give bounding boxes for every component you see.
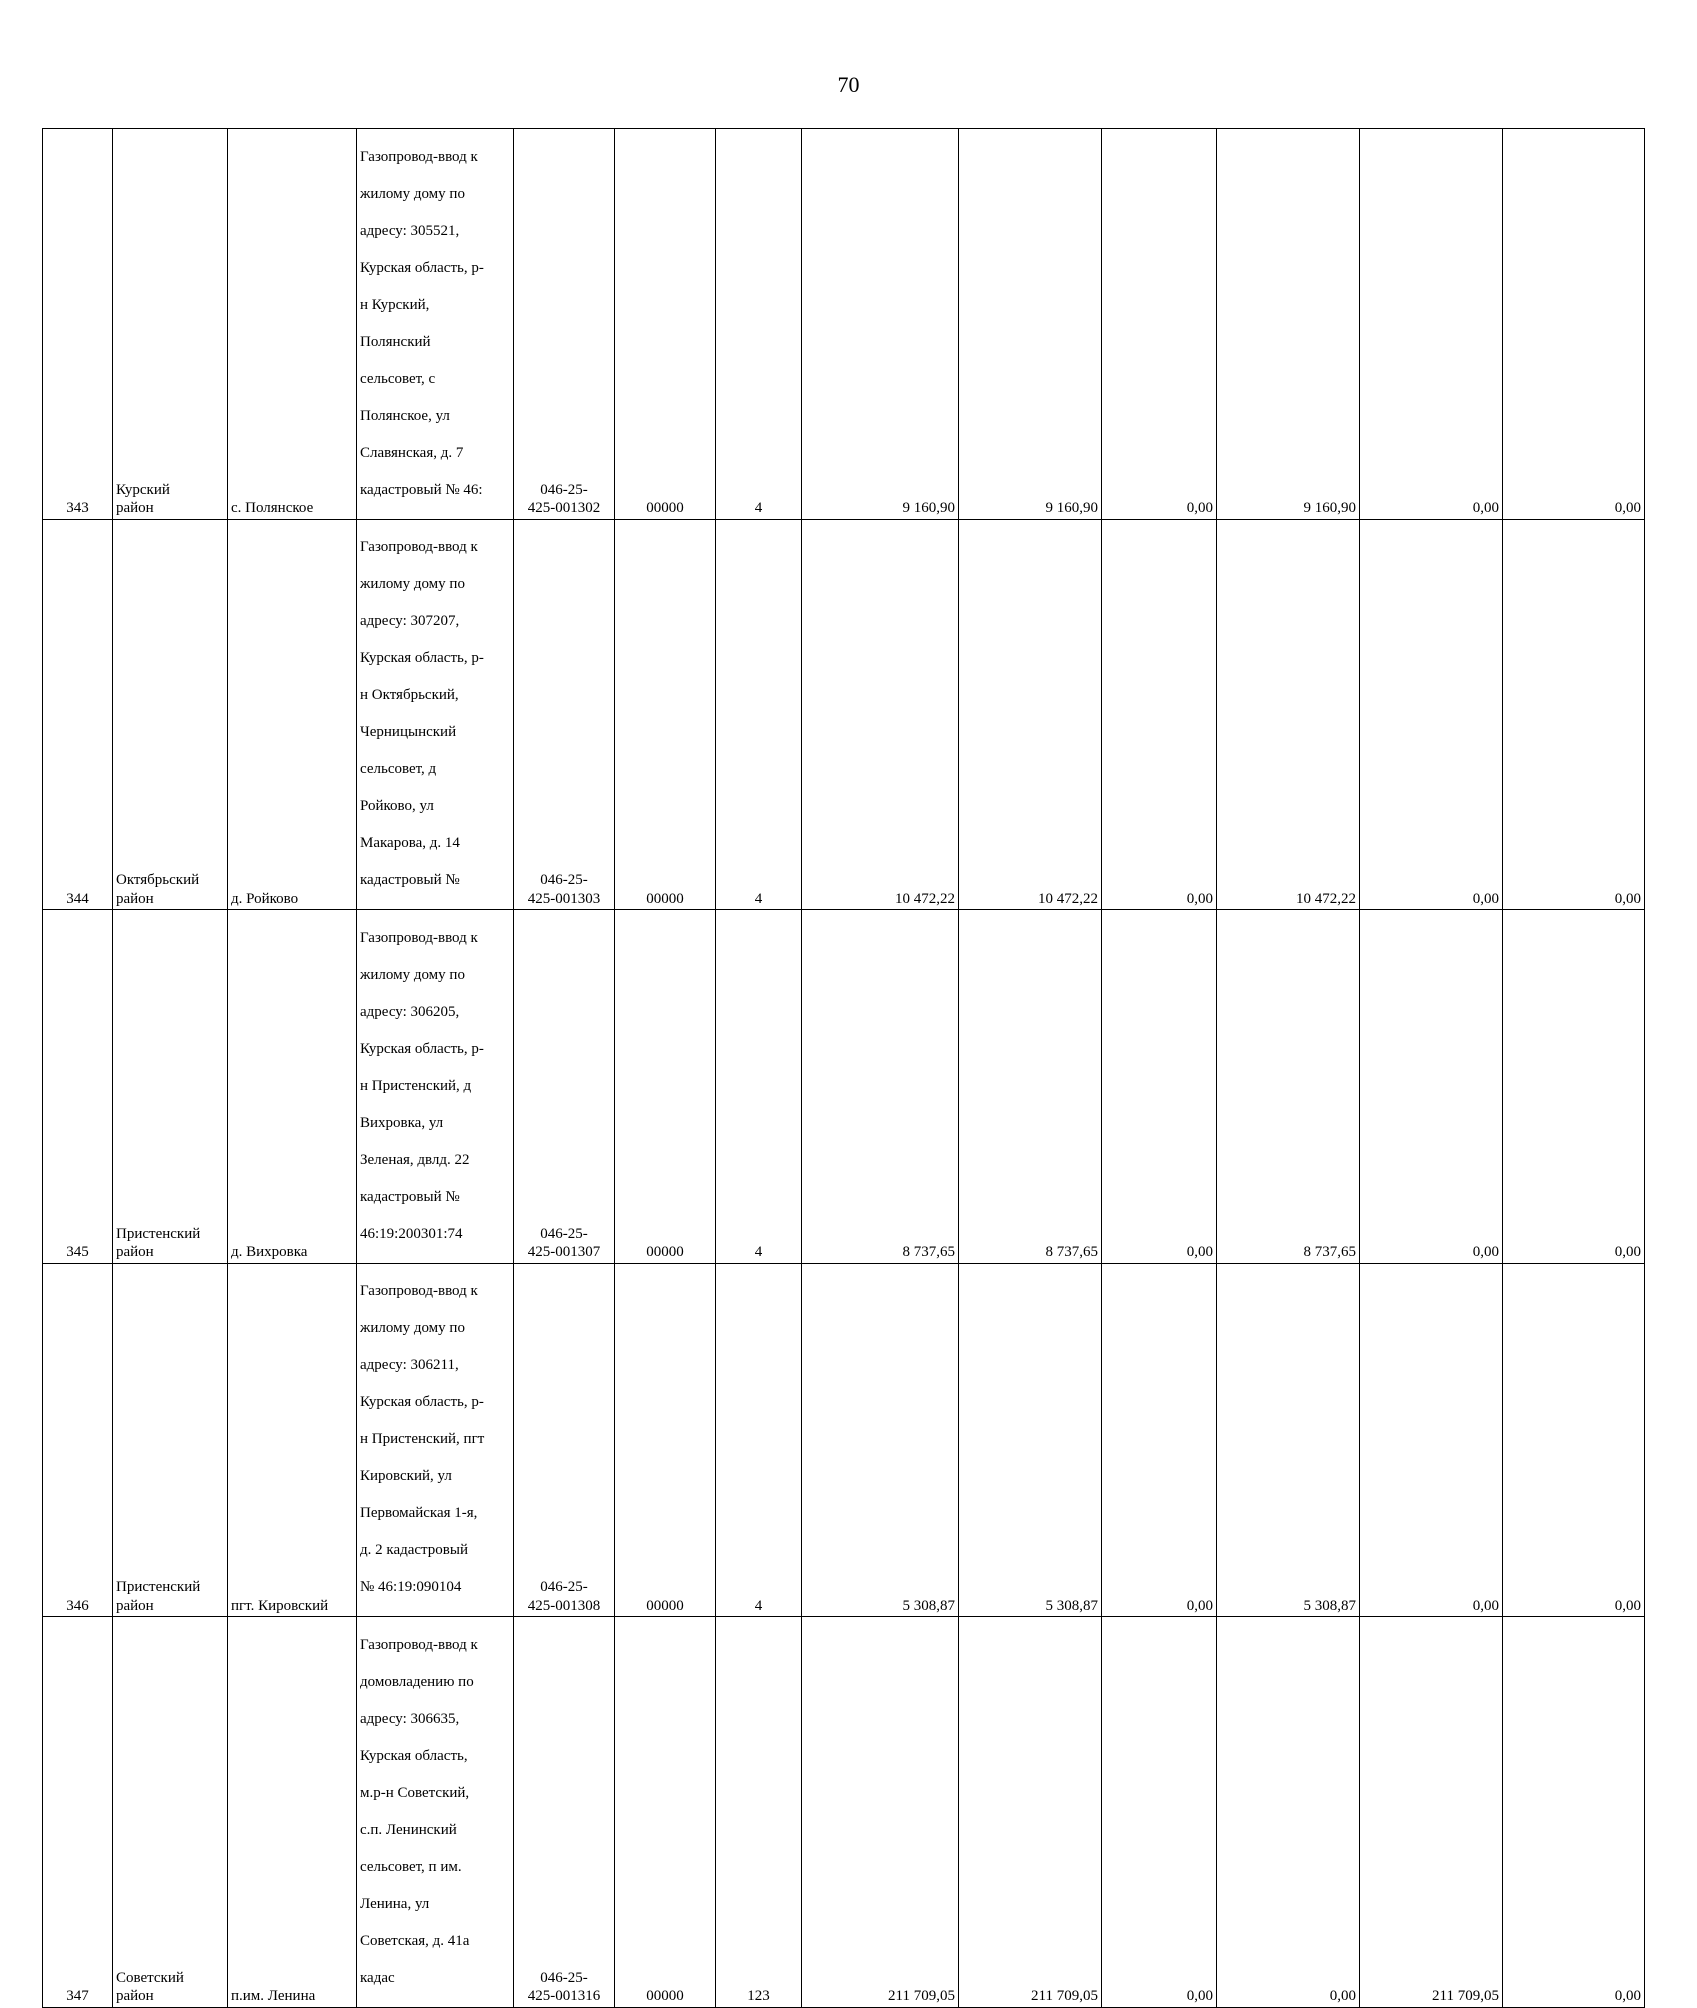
row-number-cell: 347 xyxy=(43,1617,113,2008)
subcode-cell: 00000 xyxy=(615,1263,716,1617)
description-line: Черницынский xyxy=(360,724,457,740)
value-cell: 211 709,05 xyxy=(802,1617,959,2008)
value-cell: 9 160,90 xyxy=(802,129,959,520)
description-line: Газопровод-ввод к xyxy=(360,1636,478,1653)
district-cell: Пристенский район xyxy=(113,1263,228,1617)
description-cell xyxy=(357,1617,514,2008)
value-cell: 0,00 xyxy=(1102,129,1217,520)
quantity-cell: 4 xyxy=(716,519,802,910)
description-cell xyxy=(357,129,514,520)
value-cell: 211 709,05 xyxy=(959,1617,1102,2008)
description-line: жилому дому по xyxy=(360,1320,465,1336)
quantity-cell: 4 xyxy=(716,910,802,1264)
value-cell: 0,00 xyxy=(1503,910,1645,1264)
table-row xyxy=(43,910,1645,1264)
value-cell: 5 308,87 xyxy=(1217,1263,1360,1617)
value-cell: 0,00 xyxy=(1503,1263,1645,1617)
locality-cell: с. Полянское xyxy=(228,129,357,520)
locality-cell: пгт. Кировский xyxy=(228,1263,357,1617)
value-cell: 0,00 xyxy=(1503,129,1645,520)
district-cell: Курский район xyxy=(113,129,228,520)
table-row xyxy=(43,129,1645,520)
row-number-cell: 344 xyxy=(43,519,113,910)
quantity-cell: 123 xyxy=(716,1617,802,2008)
description-line: Курская область, xyxy=(360,1747,468,1764)
value-cell: 0,00 xyxy=(1503,1617,1645,2008)
description-line: Советская, д. 41а xyxy=(360,1932,470,1949)
table-row xyxy=(43,1263,1645,1617)
value-cell: 211 709,05 xyxy=(1360,1617,1503,2008)
description-line: н Пристенский, пгт xyxy=(360,1431,485,1447)
description-line: д. 2 кадастровый xyxy=(360,1542,468,1558)
value-cell: 5 308,87 xyxy=(802,1263,959,1617)
value-cell: 10 472,22 xyxy=(802,519,959,910)
subcode-cell: 00000 xyxy=(615,129,716,520)
code-cell: 046-25- 425-001307 xyxy=(514,910,615,1264)
district-cell: Советский район xyxy=(113,1617,228,2008)
value-cell: 0,00 xyxy=(1217,1617,1360,2008)
value-cell: 0,00 xyxy=(1503,519,1645,910)
locality-cell: п.им. Ленина xyxy=(228,1617,357,2008)
code-cell: 046-25- 425-001308 xyxy=(514,1263,615,1617)
description-line: н Пристенский, д xyxy=(360,1077,472,1094)
table-body xyxy=(43,129,1645,2008)
district-cell: Пристенский район xyxy=(113,910,228,1264)
value-cell: 0,00 xyxy=(1102,1617,1217,2008)
quantity-cell: 4 xyxy=(716,1263,802,1617)
description-line: Славянская, д. 7 xyxy=(360,444,464,461)
description-line: домовладению по xyxy=(360,1673,474,1690)
value-cell: 0,00 xyxy=(1102,910,1217,1264)
description-line: кадас xyxy=(360,1969,395,1986)
row-number-cell: 343 xyxy=(43,129,113,520)
description-line: кадастровый № 46: xyxy=(360,481,483,498)
description-line: Газопровод-ввод к xyxy=(360,929,478,946)
value-cell: 5 308,87 xyxy=(959,1263,1102,1617)
description-line: адресу: 305521, xyxy=(360,222,460,239)
description-line: Курская область, р- xyxy=(360,650,484,666)
subcode-cell: 00000 xyxy=(615,910,716,1264)
quantity-cell: 4 xyxy=(716,129,802,520)
description-line: Курская область, р- xyxy=(360,1040,484,1057)
description-line: Газопровод-ввод к xyxy=(360,539,478,555)
row-number-cell: 345 xyxy=(43,910,113,1264)
description-line: адресу: 307207, xyxy=(360,613,460,629)
value-cell: 8 737,65 xyxy=(802,910,959,1264)
table-row xyxy=(43,1617,1645,2008)
page-number: 70 xyxy=(837,72,860,97)
subcode-cell: 00000 xyxy=(615,519,716,910)
description-cell xyxy=(357,910,514,1264)
description-cell xyxy=(357,519,514,910)
code-cell: 046-25- 425-001316 xyxy=(514,1617,615,2008)
description-line: жилому дому по xyxy=(360,966,465,983)
description-line: Ленина, ул xyxy=(360,1895,430,1912)
description-line: жилому дому по xyxy=(360,185,465,202)
description-cell xyxy=(357,1263,514,1617)
description-line: кадастровый № xyxy=(360,872,460,888)
description-line: Полянский xyxy=(360,333,431,350)
value-cell: 0,00 xyxy=(1360,519,1503,910)
value-cell: 0,00 xyxy=(1102,1263,1217,1617)
value-cell: 10 472,22 xyxy=(1217,519,1360,910)
description-line: адресу: 306211, xyxy=(360,1357,459,1373)
value-cell: 9 160,90 xyxy=(1217,129,1360,520)
table-row xyxy=(43,519,1645,910)
value-cell: 9 160,90 xyxy=(959,129,1102,520)
description-line: жилому дому по xyxy=(360,576,465,592)
description-line: Зеленая, двлд. 22 xyxy=(360,1151,470,1168)
row-number-cell: 346 xyxy=(43,1263,113,1617)
value-cell: 8 737,65 xyxy=(959,910,1102,1264)
description-line: м.р-н Советский, xyxy=(360,1784,470,1801)
description-line: сельсовет, п им. xyxy=(360,1858,462,1875)
description-line: Ройково, ул xyxy=(360,798,434,814)
description-line: Кировский, ул xyxy=(360,1468,452,1484)
value-cell: 10 472,22 xyxy=(959,519,1102,910)
description-line: Вихровка, ул xyxy=(360,1114,444,1131)
value-cell: 0,00 xyxy=(1360,129,1503,520)
description-line: Курская область, р- xyxy=(360,1394,484,1410)
value-cell: 8 737,65 xyxy=(1217,910,1360,1264)
description-line: сельсовет, с xyxy=(360,370,436,387)
description-line: Первомайская 1-я, xyxy=(360,1505,478,1521)
description-line: адресу: 306205, xyxy=(360,1003,460,1020)
description-line: сельсовет, д xyxy=(360,761,437,777)
value-cell: 0,00 xyxy=(1102,519,1217,910)
description-line: Макарова, д. 14 xyxy=(360,835,460,851)
code-cell: 046-25- 425-001302 xyxy=(514,129,615,520)
description-line: Курская область, р- xyxy=(360,259,484,276)
data-table xyxy=(42,128,1645,2008)
description-line: н Октябрьский, xyxy=(360,687,459,703)
subcode-cell: 00000 xyxy=(615,1617,716,2008)
description-line: Газопровод-ввод к xyxy=(360,1283,478,1299)
description-line: Полянское, ул xyxy=(360,407,450,424)
value-cell: 0,00 xyxy=(1360,1263,1503,1617)
district-cell: Октябрьский район xyxy=(113,519,228,910)
description-line: адресу: 306635, xyxy=(360,1710,460,1727)
description-line: Газопровод-ввод к xyxy=(360,148,478,165)
code-cell: 046-25- 425-001303 xyxy=(514,519,615,910)
locality-cell: д. Вихровка xyxy=(228,910,357,1264)
locality-cell: д. Ройково xyxy=(228,519,357,910)
description-line: 46:19:200301:74 xyxy=(360,1225,463,1242)
value-cell: 0,00 xyxy=(1360,910,1503,1264)
description-line: с.п. Ленинский xyxy=(360,1821,457,1838)
description-line: кадастровый № xyxy=(360,1188,460,1205)
description-line: н Курский, xyxy=(360,296,430,313)
description-line: № 46:19:090104 xyxy=(360,1579,462,1595)
